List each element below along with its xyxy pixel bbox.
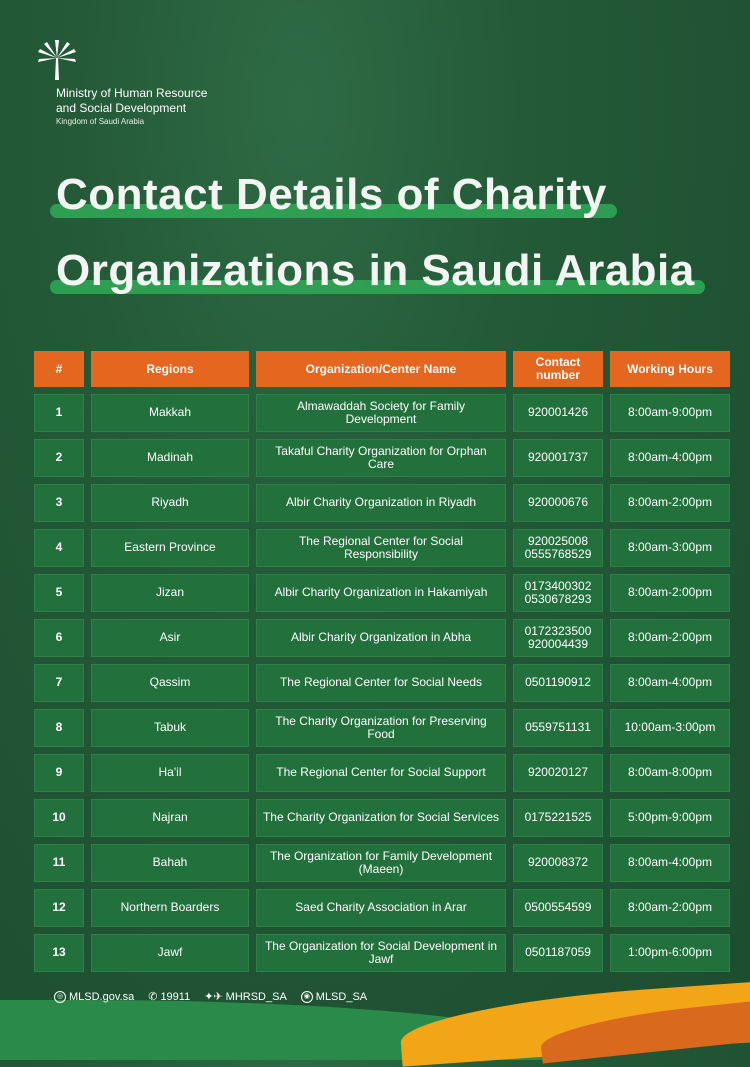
footer-decoration bbox=[0, 982, 750, 1024]
table-row bbox=[34, 934, 730, 972]
row-organization: The Regional Center for Social Support bbox=[256, 754, 506, 792]
social-text-1: MHRSD_SA bbox=[225, 990, 287, 1003]
row-contact: 920001737 bbox=[513, 439, 603, 477]
row-organization: Almawaddah Society for Family Development bbox=[256, 394, 506, 432]
row-region: Asir bbox=[91, 619, 249, 657]
row-hours: 8:00am-4:00pm bbox=[610, 664, 730, 702]
row-region: Northern Boarders bbox=[91, 889, 249, 927]
row-region: Jawf bbox=[91, 934, 249, 972]
row-region: Bahah bbox=[91, 844, 249, 882]
row-organization: Takaful Charity Organization for Orphan Care bbox=[256, 439, 506, 477]
row-number: 12 bbox=[34, 889, 84, 927]
row-contact: 0501187059 bbox=[513, 934, 603, 972]
row-contact: 920000676 bbox=[513, 484, 603, 522]
footer-contacts bbox=[54, 990, 367, 1003]
row-organization: Albir Charity Organization in Abha bbox=[256, 619, 506, 657]
row-contact: 0501190912 bbox=[513, 664, 603, 702]
row-hours: 1:00pm-6:00pm bbox=[610, 934, 730, 972]
header-organization: Organization/Center Name bbox=[256, 351, 506, 387]
row-number: 3 bbox=[34, 484, 84, 522]
snapchat-twitter-icon: ✦✈ bbox=[204, 991, 223, 1003]
row-hours: 8:00am-4:00pm bbox=[610, 844, 730, 882]
phone-icon: ✆ bbox=[148, 991, 158, 1003]
row-organization: The Charity Organization for Preserving Food bbox=[256, 709, 506, 747]
table-row bbox=[34, 484, 730, 522]
row-organization: The Organization for Social Development in Jawf bbox=[256, 934, 506, 972]
row-region: Najran bbox=[91, 799, 249, 837]
row-number: 8 bbox=[34, 709, 84, 747]
row-hours: 5:00pm-9:00pm bbox=[610, 799, 730, 837]
row-organization: The Charity Organization for Social Services bbox=[256, 799, 506, 837]
ministry-line-2: and Social Development bbox=[56, 101, 187, 115]
row-organization: Saed Charity Association in Arar bbox=[256, 889, 506, 927]
table-row bbox=[34, 619, 730, 657]
row-contact: 920001426 bbox=[513, 394, 603, 432]
website-text: MLSD.gov.sa bbox=[69, 990, 135, 1003]
table-row bbox=[34, 394, 730, 432]
row-hours: 8:00am-9:00pm bbox=[610, 394, 730, 432]
phone-link[interactable] bbox=[148, 990, 190, 1003]
row-organization: Albir Charity Organization in Hakamiyah bbox=[256, 574, 506, 612]
row-number: 5 bbox=[34, 574, 84, 612]
header-hours: Working Hours bbox=[610, 351, 730, 387]
row-contact: 920025008 0555768529 bbox=[513, 529, 603, 567]
ministry-line-1: Ministry of Human Resource bbox=[56, 86, 208, 100]
page-title bbox=[56, 170, 736, 295]
row-contact: 920020127 bbox=[513, 754, 603, 792]
row-number: 4 bbox=[34, 529, 84, 567]
row-contact: 0173400302 0530678293 bbox=[513, 574, 603, 612]
table-row bbox=[34, 709, 730, 747]
header-number: # bbox=[34, 351, 84, 387]
table-row bbox=[34, 799, 730, 837]
row-region: Jizan bbox=[91, 574, 249, 612]
social-text-2: MLSD_SA bbox=[315, 990, 368, 1003]
table-row bbox=[34, 439, 730, 477]
ministry-logo-icon bbox=[34, 36, 80, 82]
row-organization: Albir Charity Organization in Riyadh bbox=[256, 484, 506, 522]
header-regions: Regions bbox=[91, 351, 249, 387]
table-row bbox=[34, 574, 730, 612]
row-hours: 8:00am-2:00pm bbox=[610, 574, 730, 612]
table-row bbox=[34, 844, 730, 882]
row-hours: 8:00am-2:00pm bbox=[610, 889, 730, 927]
row-contact: 920008372 bbox=[513, 844, 603, 882]
table-row bbox=[34, 889, 730, 927]
social-link-2[interactable] bbox=[301, 991, 367, 1003]
social-link-1[interactable] bbox=[204, 990, 287, 1003]
row-organization: The Regional Center for Social Responsibility bbox=[256, 529, 506, 567]
row-contact: 0172323500 920004439 bbox=[513, 619, 603, 657]
globe-icon: ◎ bbox=[54, 991, 66, 1003]
ministry-name bbox=[56, 86, 207, 127]
row-organization: The Organization for Family Development (Maeen) bbox=[256, 844, 506, 882]
row-number: 2 bbox=[34, 439, 84, 477]
row-region: Madinah bbox=[91, 439, 249, 477]
title-line-2: Organizations in Saudi Arabia bbox=[56, 246, 695, 296]
row-region: Qassim bbox=[91, 664, 249, 702]
table-row bbox=[34, 664, 730, 702]
table-row bbox=[34, 529, 730, 567]
phone-text: 19911 bbox=[160, 990, 191, 1003]
ministry-country: Kingdom of Saudi Arabia bbox=[56, 117, 145, 126]
row-contact: 0559751131 bbox=[513, 709, 603, 747]
header-contact: Contact number bbox=[513, 351, 603, 387]
row-region: Makkah bbox=[91, 394, 249, 432]
row-number: 11 bbox=[34, 844, 84, 882]
row-hours: 10:00am-3:00pm bbox=[610, 709, 730, 747]
title-line-1: Contact Details of Charity bbox=[56, 170, 607, 220]
row-number: 1 bbox=[34, 394, 84, 432]
instagram-icon: ◉ bbox=[301, 991, 313, 1003]
row-organization: The Regional Center for Social Needs bbox=[256, 664, 506, 702]
row-region: Riyadh bbox=[91, 484, 249, 522]
website-link[interactable] bbox=[54, 991, 134, 1003]
row-hours: 8:00am-8:00pm bbox=[610, 754, 730, 792]
table-header-row bbox=[34, 351, 730, 387]
row-contact: 0175221525 bbox=[513, 799, 603, 837]
row-number: 7 bbox=[34, 664, 84, 702]
row-region: Ha'il bbox=[91, 754, 249, 792]
row-region: Eastern Province bbox=[91, 529, 249, 567]
charity-contacts-table bbox=[27, 344, 737, 979]
row-hours: 8:00am-2:00pm bbox=[610, 619, 730, 657]
row-number: 10 bbox=[34, 799, 84, 837]
row-hours: 8:00am-3:00pm bbox=[610, 529, 730, 567]
row-number: 13 bbox=[34, 934, 84, 972]
row-number: 6 bbox=[34, 619, 84, 657]
row-hours: 8:00am-2:00pm bbox=[610, 484, 730, 522]
row-number: 9 bbox=[34, 754, 84, 792]
table-row bbox=[34, 754, 730, 792]
row-region: Tabuk bbox=[91, 709, 249, 747]
row-contact: 0500554599 bbox=[513, 889, 603, 927]
row-hours: 8:00am-4:00pm bbox=[610, 439, 730, 477]
